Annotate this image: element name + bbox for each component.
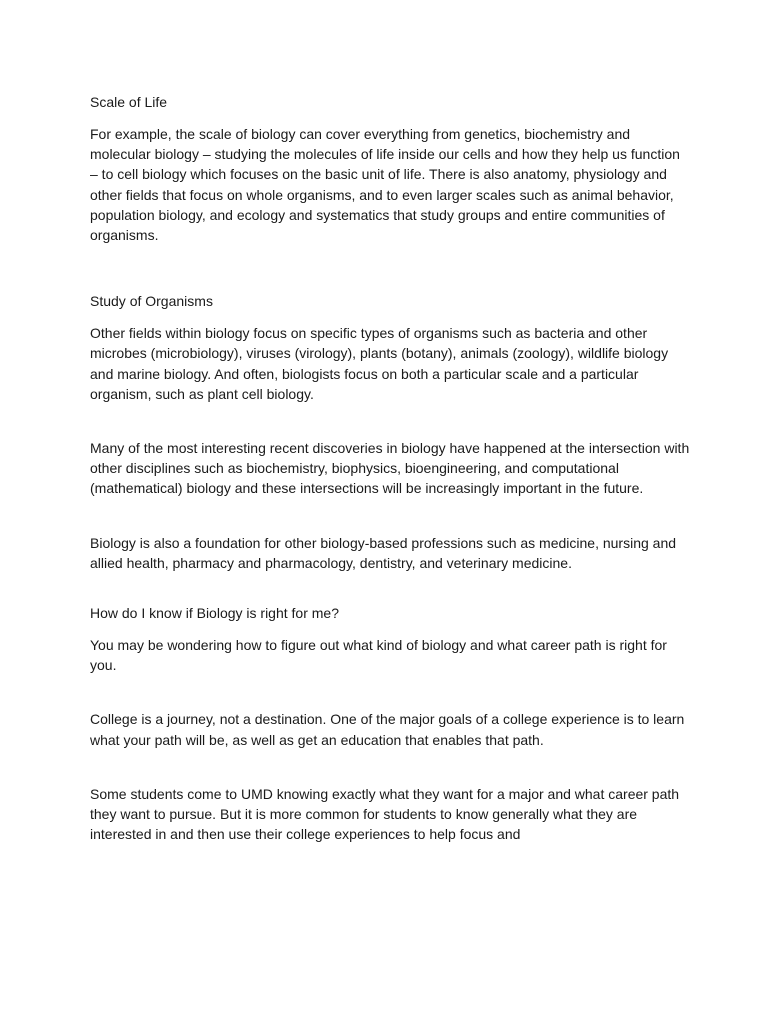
paragraph-foundation: Biology is also a foundation for other biology-based professions such as medicine, nursing and allied health, pharmacy and pharmacology, dentistry, and veterinary medicine.: [90, 534, 677, 571]
heading-scale-of-life: Scale of Life: [90, 94, 168, 110]
document-page: [90, 92, 690, 844]
heading-right-for-me: How do I know if Biology is right for me?: [90, 605, 339, 622]
paragraph-scale-of-life: For example, the scale of biology can cover everything from genetics, biochemistry and molecular biology – studying the molecules of life inside our cells and how they help us function – to cell biology which focuses on the basic unit of life. There is also anatomy, physiology and other fields that focus on whole organisms, and to even larger scales such as animal behavior, population biology, and ecology and systematics that study groups and entire communities of organisms.: [90, 126, 680, 244]
paragraph-discoveries: Many of the most interesting recent discoveries in biology have happened at the intersection with other disciplines such as biochemistry, biophysics, bioengineering, and computational (mathematical) biology and these intersections will be increasingly important in the future.: [90, 440, 690, 497]
paragraph-journey: College is a journey, not a destination. One of the major goals of a college experience is to learn what your path will be, as well as get an education that enables that path.: [90, 711, 685, 748]
heading-study-of-organisms: Study of Organisms: [90, 293, 213, 310]
paragraph-wondering: You may be wondering how to figure out what kind of biology and what career path is right for you.: [90, 637, 667, 674]
paragraph-students: Some students come to UMD knowing exactly what they want for a major and what career path they want to pursue. But it is more common for students to know generally what they are interested in and then use their college experiences to help focus and: [90, 785, 680, 843]
paragraph-study-of-organisms: Other fields within biology focus on specific types of organisms such as bacteria and other microbes (microbiology), viruses (virology), plants (botany), animals (zoology), wildlife biology and marine biology. And often, biologists focus on both a particular scale and a particular organism, such as plant cell biology.: [90, 325, 669, 402]
